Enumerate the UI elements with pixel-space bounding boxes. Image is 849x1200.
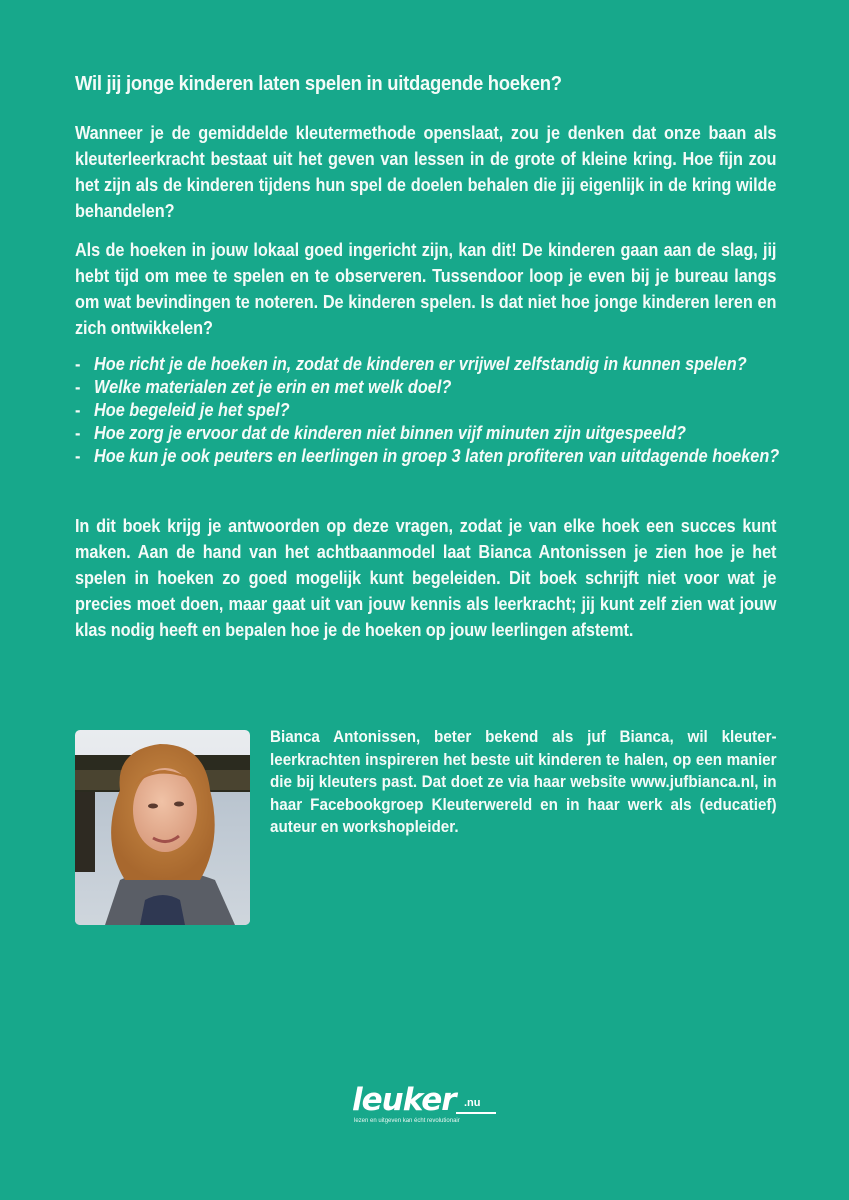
question-text: Hoe begeleid je het spel? (94, 400, 290, 420)
list-item (75, 399, 790, 422)
author-photo (75, 730, 250, 925)
question-text: Hoe richt je de hoeken in, zodat de kinderen er vrijwel zelfstandig in kunnen spelen? (94, 354, 747, 374)
bullet-dash-icon: - (75, 423, 81, 443)
question-text: Hoe zorg je ervoor dat de kinderen niet binnen vijf minuten zijn uitgespeeld? (94, 423, 686, 443)
question-text: Welke materialen zet je erin en met welk doel? (94, 377, 452, 397)
second-paragraph: Als de hoeken in jouw lokaal goed ingericht zijn, kan dit! De kinderen gaan aan de slag, jij hebt tijd om mee te spelen en te observeren. Tussendoor loop je even bij je bureau langs om wat bevindingen te noteren. De kinderen spelen. Is dat niet hoe jonge kinderen leren en zich ontwikkelen? (75, 240, 777, 338)
bullet-dash-icon: - (75, 446, 81, 466)
bullet-dash-icon: - (75, 354, 81, 374)
intro-paragraph: Wanneer je de gemiddelde kleutermethode openslaat, zou je denken dat onze baan als kleuterleerkracht bestaat uit het geven van lessen in de grote of kleine kring. Hoe fijn zou het zijn als de kinderen tijdens hun spel de doelen behalen die jij eigenlijk in de kring wilde behandelen? (75, 123, 777, 221)
bullet-dash-icon: - (75, 377, 81, 397)
logo-domain: .nu (464, 1097, 481, 1109)
publisher-logo (352, 1082, 502, 1132)
bullet-dash-icon: - (75, 400, 81, 420)
logo-tagline: lezen en uitgeven kan écht revolutionair (354, 1118, 460, 1124)
logo-underline-icon (456, 1112, 496, 1114)
heading: Wil jij jonge kinderen laten spelen in uitdagende hoeken? (75, 72, 562, 95)
logo-wordmark: leuker (352, 1082, 456, 1118)
list-item (75, 353, 790, 376)
list-item (75, 445, 790, 468)
questions-list (75, 353, 790, 468)
author-bio: Bianca Antonissen, beter bekend als juf Bianca, wil kleuter-leerkrachten inspireren het beste uit kinderen te halen, op een manier die bij kleuters past. Dat doet ze via haar website www.jufbianca.nl, in haar Facebookgroep Kleuterwereld en in haar werk als (educatief) auteur en workshopleider. (270, 727, 777, 836)
question-text: Hoe kun je ook peuters en leerlingen in groep 3 laten profiteren van uitdagende hoeken? (94, 446, 780, 466)
list-item (75, 376, 790, 399)
list-item (75, 422, 790, 445)
closing-paragraph: In dit boek krijg je antwoorden op deze vragen, zodat je van elke hoek een succes kunt maken. Aan de hand van het achtbaanmodel laat Bianca Antonissen je zien hoe je het spelen in hoeken zo goed mogelijk kunt begeleiden. Dit boek schrijft niet voor wat je precies moet doen, maar gaat uit van jouw kennis als leerkracht; jij kunt zelf zien wat jouw klas nodig heeft en bepalen hoe je de hoeken op jouw leerlingen afstemt. (75, 516, 777, 640)
